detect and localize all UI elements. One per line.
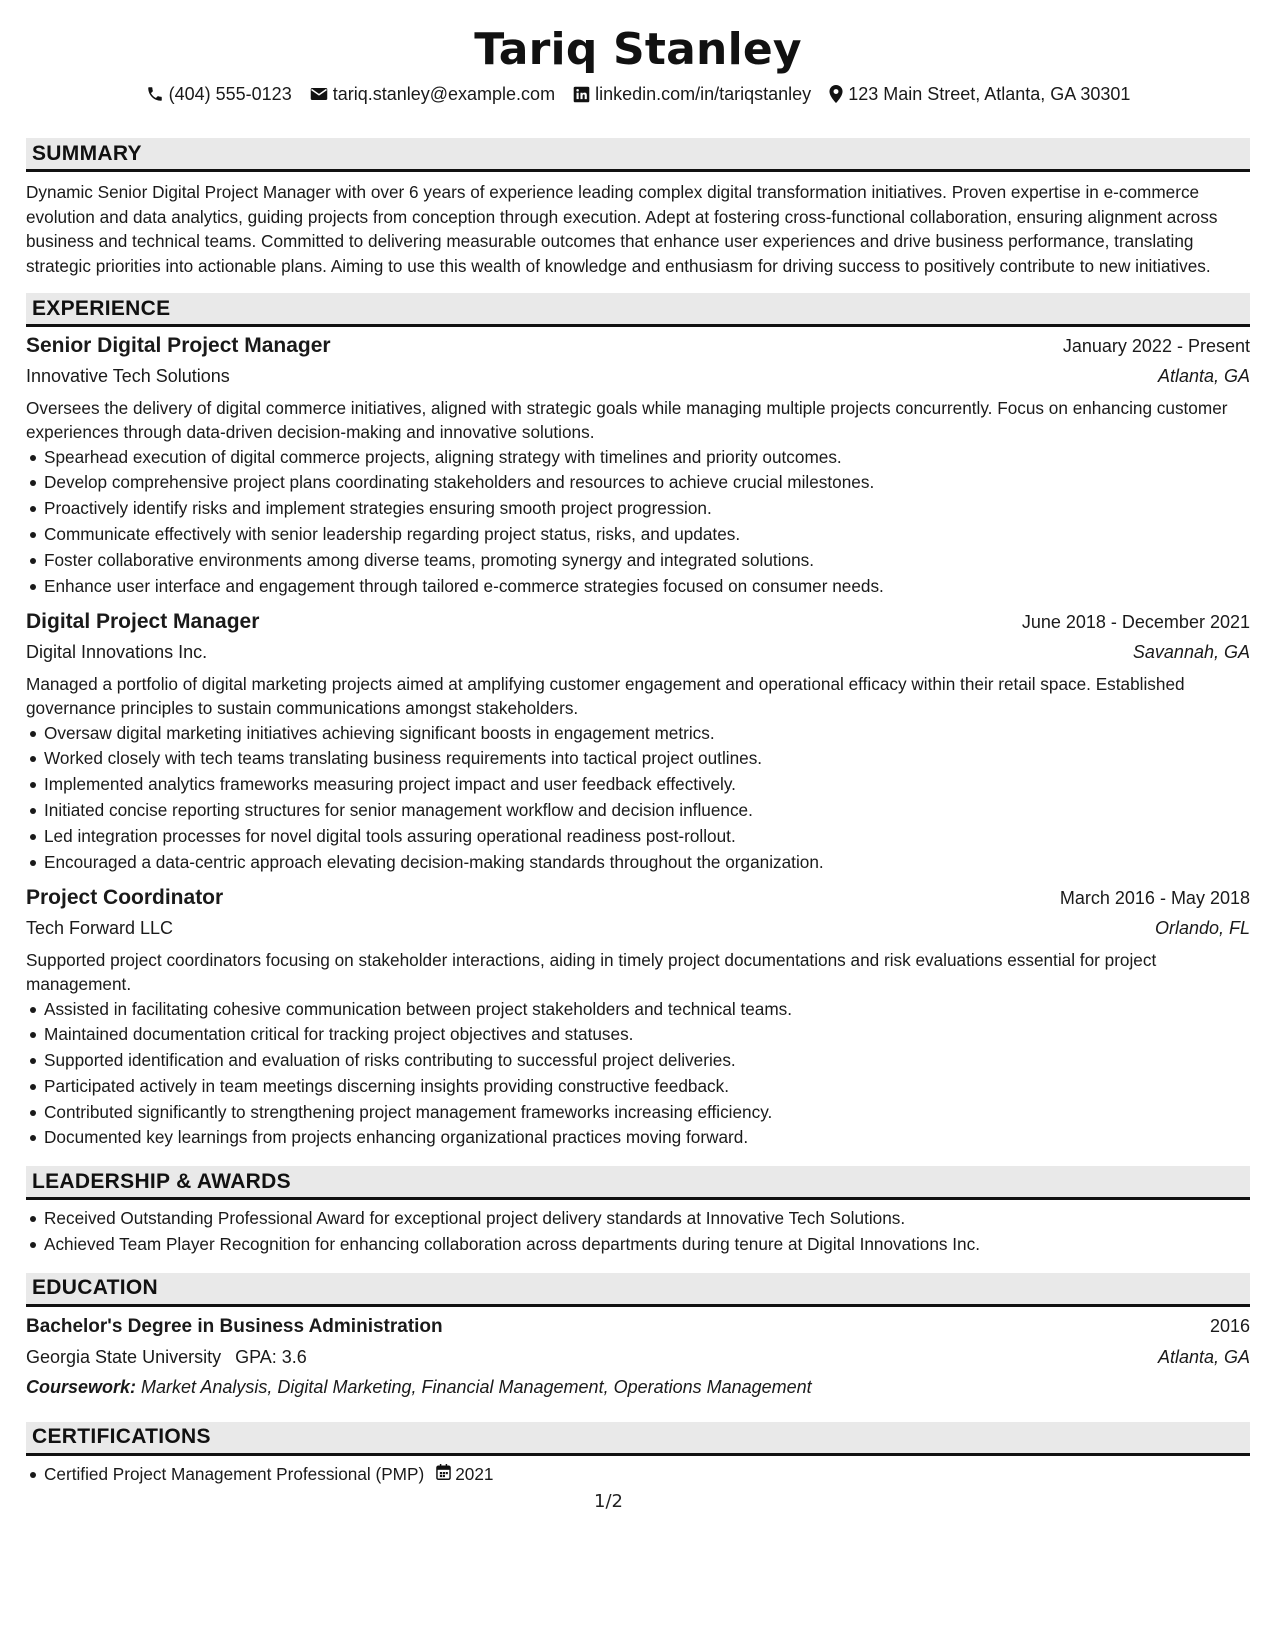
coursework-label: Coursework: xyxy=(26,1376,137,1397)
coursework-list: Market Analysis, Digital Marketing, Financial Management, Operations Management xyxy=(141,1376,812,1397)
job-header-row xyxy=(26,331,1250,361)
list-item: Develop comprehensive project plans coordinating stakeholders and resources to achieve crucial milestones. xyxy=(44,470,1250,496)
job-entry xyxy=(26,607,1250,875)
education-entry xyxy=(26,1311,1250,1402)
section-education-heading: EDUCATION xyxy=(26,1273,1250,1307)
page-indicator: 1/2 xyxy=(594,1491,623,1512)
list-item: Encouraged a data-centric approach elevating decision-making standards throughout the organization. xyxy=(44,850,1250,876)
linkedin-text: linkedin.com/in/tariqstanley xyxy=(595,84,812,104)
job-dates: June 2018 - December 2021 xyxy=(1021,612,1250,633)
coursework xyxy=(26,1372,1250,1402)
job-company-row xyxy=(26,637,1250,667)
list-item: Initiated concise reporting structures for senior management workflow and decision influence. xyxy=(44,798,1250,824)
certifications-list xyxy=(26,1462,1250,1488)
certification-date-group xyxy=(436,1462,493,1488)
job-location: Atlanta, GA xyxy=(1157,366,1250,387)
list-item: Enhance user interface and engagement through tailored e-commerce strategies focused on consumer needs. xyxy=(44,574,1250,600)
job-title: Senior Digital Project Manager xyxy=(26,334,331,358)
certification-name: Certified Project Management Professional (PMP) xyxy=(44,1463,425,1484)
job-bullets xyxy=(26,721,1250,876)
school-location: Atlanta, GA xyxy=(1157,1346,1250,1367)
summary-text: Dynamic Senior Digital Project Manager with over 6 years of experience leading complex digital transformation initiatives. Proven expertise in e-commerce evolution and data analytics, guiding projects from conception through execution. Adept at fostering cross-functional collaboration, ensuring alignment across business and technical teams. Committed to delivering measurable outcomes that enhance user experiences and drive business performance, translating strategic priorities into actionable plans. Aiming to use this wealth of knowledge and enthusiasm for driving success to positively contribute to new initiatives. xyxy=(26,182,1218,276)
job-bullets xyxy=(26,445,1250,600)
map-pin-icon xyxy=(829,85,843,103)
section-awards-heading: LEADERSHIP & AWARDS xyxy=(26,1166,1250,1200)
section-certifications-heading: CERTIFICATIONS xyxy=(26,1422,1250,1456)
certification-item xyxy=(44,1462,1250,1488)
section-summary-heading: SUMMARY xyxy=(26,138,1250,172)
address-text: 123 Main Street, Atlanta, GA 30301 xyxy=(848,84,1131,104)
contact-address xyxy=(829,82,1130,106)
phone-text: (404) 555-0123 xyxy=(168,84,292,104)
list-item: Achieved Team Player Recognition for enhancing collaboration across departments during tenure at Digital Innovations Inc. xyxy=(44,1232,1250,1258)
job-company-row xyxy=(26,361,1250,391)
list-item: Communicate effectively with senior leadership regarding project status, risks, and updates. xyxy=(44,522,1250,548)
list-item: Documented key learnings from projects enhancing organizational practices moving forward. xyxy=(44,1125,1250,1151)
contact-bar xyxy=(26,82,1250,106)
job-description: Supported project coordinators focusing on stakeholder interactions, aiding in timely project documentations and risk evaluations essential for project management. xyxy=(26,950,1157,994)
education-header-row xyxy=(26,1311,1250,1342)
list-item: Maintained documentation critical for tracking project objectives and statuses. xyxy=(44,1022,1250,1048)
job-header-row xyxy=(26,607,1250,637)
gpa: GPA: 3.6 xyxy=(235,1346,307,1367)
list-item: Worked closely with tech teams translating business requirements into tactical project outlines. xyxy=(44,746,1250,772)
contact-phone[interactable] xyxy=(146,82,292,106)
list-item: Oversaw digital marketing initiatives achieving significant boosts in engagement metrics. xyxy=(44,721,1250,747)
list-item: Assisted in facilitating cohesive communication between project stakeholders and technical teams. xyxy=(44,997,1250,1023)
job-location: Orlando, FL xyxy=(1154,918,1250,939)
job-location: Savannah, GA xyxy=(1132,642,1250,663)
degree-title: Bachelor's Degree in Business Administration xyxy=(26,1315,443,1337)
certification-date: 2021 xyxy=(455,1463,494,1484)
contact-linkedin[interactable] xyxy=(573,82,811,106)
list-item: Supported identification and evaluation of risks contributing to successful project deliveries. xyxy=(44,1048,1250,1074)
candidate-name: Tariq Stanley xyxy=(474,24,802,75)
contact-email[interactable] xyxy=(310,82,555,106)
awards-list xyxy=(26,1206,1250,1258)
job-dates: January 2022 - Present xyxy=(1062,336,1250,357)
list-item: Participated actively in team meetings discerning insights providing constructive feedback. xyxy=(44,1074,1250,1100)
section-experience-heading: EXPERIENCE xyxy=(26,293,1250,327)
email-text: tariq.stanley@example.com xyxy=(332,84,556,104)
phone-icon xyxy=(146,85,164,103)
job-entry xyxy=(26,331,1250,599)
list-item: Led integration processes for novel digital tools assuring operational readiness post-rollout. xyxy=(44,824,1250,850)
job-description: Managed a portfolio of digital marketing projects aimed at amplifying customer engagement and operational efficacy within their retail space. Established governance principles to sustain communications amongst stakeholders. xyxy=(26,674,1185,718)
school-name: Georgia State University xyxy=(26,1346,222,1367)
job-dates: March 2016 - May 2018 xyxy=(1059,888,1250,909)
job-company-row xyxy=(26,913,1250,943)
job-header-row xyxy=(26,883,1250,913)
job-title: Digital Project Manager xyxy=(26,610,260,634)
job-company: Digital Innovations Inc. xyxy=(26,642,208,663)
list-item: Implemented analytics frameworks measuring project impact and user feedback effectively. xyxy=(44,772,1250,798)
list-item xyxy=(44,1462,1250,1488)
envelope-icon xyxy=(310,86,328,102)
education-school-row xyxy=(26,1342,1250,1372)
list-item: Proactively identify risks and implement strategies ensuring smooth project progression. xyxy=(44,496,1250,522)
list-item: Received Outstanding Professional Award for exceptional project delivery standards at Innovative Tech Solutions. xyxy=(44,1206,1250,1232)
job-company: Tech Forward LLC xyxy=(26,918,174,939)
job-title: Project Coordinator xyxy=(26,886,224,910)
school-line xyxy=(26,1342,307,1372)
job-company: Innovative Tech Solutions xyxy=(26,366,230,387)
list-item: Contributed significantly to strengthening project management frameworks increasing efficiency. xyxy=(44,1100,1250,1126)
list-item: Foster collaborative environments among diverse teams, promoting synergy and integrated solutions. xyxy=(44,548,1250,574)
job-entry xyxy=(26,883,1250,1151)
list-item: Spearhead execution of digital commerce projects, aligning strategy with timelines and priority outcomes. xyxy=(44,445,1250,471)
job-description: Oversees the delivery of digital commerce initiatives, aligned with strategic goals while managing multiple projects concurrently. Focus on enhancing customer experiences through data-driven decision-making and innovative solutions. xyxy=(26,398,1228,442)
calendar-icon xyxy=(436,1462,451,1488)
graduation-year: 2016 xyxy=(1209,1315,1250,1336)
job-bullets xyxy=(26,997,1250,1152)
linkedin-icon xyxy=(573,86,590,103)
resume-content xyxy=(26,24,1250,1488)
